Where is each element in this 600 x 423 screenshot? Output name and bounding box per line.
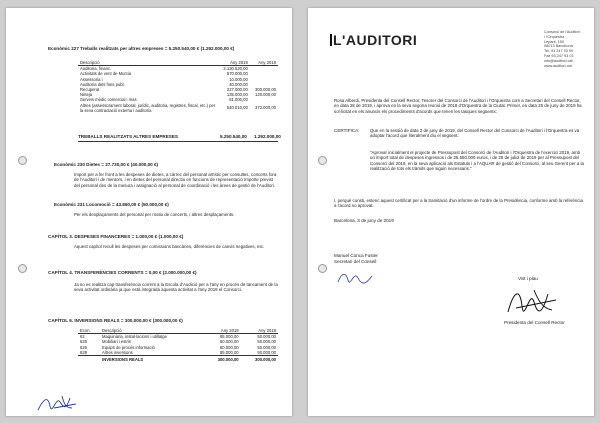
column-header: Descripció	[78, 60, 218, 66]
left-page	[6, 8, 292, 416]
signature-icon	[36, 392, 80, 414]
table-cell-econ: 625	[80, 339, 87, 345]
table-cell-desc: Activitats de vent de Murcia	[80, 71, 132, 77]
total-227-label: TREBALLS REALITZATS ALTRES EMPRESES	[78, 134, 178, 139]
capitol-4-heading: CAPÍTOL 4. TRANSFERÈNCIES CORRENTS = 0,00 € (2.000.000,00 €)	[48, 270, 197, 275]
column-header: Any 2018	[250, 60, 278, 66]
section-231-heading: Econòmic 231 Locomoció = 43.860,00 € (50.000,00 €)	[54, 202, 169, 207]
column-header: Any 2018	[241, 328, 278, 334]
table-cell-y2018: 50.000,00	[257, 334, 276, 340]
certificate-intro: Rosa Alberdi, Presidenta del Consell Rector, Tesorer del Consorci de l'Auditori i l'Orquestra com a Secretari del Consell Rector, en data 28 de 2019, i aprova en la seva segona reunió de 2018 d'Orquestra de la Ciutat. Primer, en data 25 de juny de 2019 ha sol·licitat en els anuncis els procediments d'acords que tenen les tasques següents:	[334, 98, 582, 114]
table-cell-y2019: 540.010,00	[226, 105, 248, 111]
address-block: Consorci de l'Auditori i l'Orquestra Lepant, 150 08013 Barcelona Tel. 93 247 93 00 Fax 93 247 93 01 info@auditori.cat www.auditori.cat	[544, 30, 580, 68]
table-capitol-6	[78, 328, 278, 362]
section-230-body: Import per a fer front a les despeses de dietes, a càrrec del personal artístic per consultes, concerts fora de l'Auditori i de mentors, i en dietes del personal directiu en funcions de representació Importe previst del personal des de la mesura i assignació al personal de coordinació i les àrees de gestió de l'Auditori.	[74, 172, 277, 188]
table-cell-desc: Maquinària, instal·lacions i utillatge	[102, 334, 167, 340]
total-6-label: INVERSIONS REALS	[100, 356, 203, 363]
table-cell-y2019: 2.130.520,00	[223, 66, 248, 72]
certifica-label: CERTIFICA:	[334, 128, 360, 133]
total-227-2019: 5.250.540,00	[220, 134, 247, 139]
total-227-2018: 1.292.000,00	[254, 134, 281, 139]
table-cell-desc: Mobiliari i estris	[102, 339, 131, 345]
table-227	[78, 60, 278, 113]
capitol-6-heading: CAPÍTOL 6. INVERSIONS REALS = 300.000,00 € (300.000,00 €)	[48, 318, 183, 323]
table-cell-y2018: 50.000,00	[257, 344, 276, 350]
capitol-3-heading: CAPÍTOL 3. DESPESES FINANCERES = 1.000,00 € (1.000,00 €)	[48, 234, 184, 239]
table-cell-econ: 626	[80, 344, 87, 350]
capitol-3-body: Aquest capítol recull les despeses per comissions bancàries, diferències de canvis negatives, etc.	[74, 244, 265, 249]
table-cell-y2018: 372.000,00	[255, 105, 276, 111]
table-cell-desc: Equips de procés informació	[102, 344, 155, 350]
certificate-quote: "Aprovar inicialment el projecte de Pressupost del Consorci de l'Auditori i l'Orquestra de l'exercici 2019, amb un import total de despeses ingressos i de 25.550.000 euros, i de 25 de juliol de 2019 per al Pressupost del Consorci del 2019, en la seva aplicació als Estatuts i a l'AQUAR de gestió del Consorci, al seu Gerent per a la realització de tots els tràmits que siguin necessaris."	[370, 150, 584, 172]
table-cell-desc: Altres inversions	[102, 349, 133, 355]
column-header: Any 2019	[203, 328, 240, 334]
table-cell-y2019: 135.000,00	[226, 92, 248, 98]
total-6-2019: 300.000,00	[203, 356, 240, 363]
secretary-signature-icon	[336, 268, 376, 288]
table-cell-y2019: 570.000,00	[226, 71, 248, 77]
certificate-closing: I, perquè consti, estenc aquest certificat per a la tramitació d'un informe de l'ordre de la Presidència, conforme amb la referència a l'acord no aprovat.	[334, 198, 583, 209]
table-cell-y2018: 120.000,00	[255, 92, 276, 98]
column-header: Any 2019	[218, 60, 250, 66]
table-cell-y2019: 50.000,00	[219, 339, 239, 345]
table-cell-y2018: 50.000,00	[257, 339, 276, 345]
total-6-2018: 300.000,00	[241, 356, 278, 363]
table-cell-econ: 629	[80, 349, 87, 355]
certifica-body: Que en la sessió de data 3 de juny de 2019, del Consell Rector del Consorci de l'Auditori i l'Orquestra es va adoptar l'acord que literalment diu el següent:	[370, 128, 580, 139]
vistiplau-label: Vist i plau	[518, 276, 538, 281]
column-header: Econ.	[78, 328, 100, 334]
right-page	[308, 8, 594, 416]
punch-hole-icon	[18, 156, 27, 165]
table-cell-y2019: 65.000,00	[219, 334, 239, 340]
table-cell-desc: Recuperat	[80, 87, 100, 93]
punch-hole-icon	[18, 264, 27, 273]
place-date: Barcelona, 3 de juny de 2019	[334, 218, 394, 223]
table-cell-desc: Neteja	[80, 92, 93, 98]
column-header: Descripció	[100, 328, 203, 334]
table-cell-y2019: 227.000,00	[226, 87, 248, 93]
table-cell-y2018: 300.000,00	[255, 87, 276, 93]
president-signature-icon	[504, 284, 560, 318]
table-cell-desc: Assessoria i	[80, 76, 103, 82]
table-cell-econ: 62	[80, 334, 85, 340]
auditori-logo: L'AUDITORI	[330, 32, 417, 48]
section-227-heading: Econòmic 227 Treballs realitzats per altres empreses = 5.250.540,00 € (1.292.000,00 €)	[48, 46, 235, 51]
secretary-name: Manuel Conca Fuster	[334, 253, 378, 258]
table-cell-y2019: 61.000,00	[229, 97, 248, 103]
table-cell-y2019: 10.000,00	[229, 76, 248, 82]
section-231-body: Per els desplaçaments del personal per motiu de concerts, i altres desplaçaments.	[74, 212, 235, 217]
table-cell-desc: Auditoria, financ.	[80, 66, 112, 72]
table-cell-desc: Serveis mèdic comercial i mas	[80, 97, 137, 103]
table-cell-y2019: 60.000,00	[219, 344, 239, 350]
table-cell-desc: Altres (assessorament laboral, jurídic, auditoria, registres, fiscal, etc.) per la seva contractació externa i auditoria	[80, 102, 216, 113]
divider	[78, 141, 278, 142]
president-title: Presidenta del Consell Rector	[504, 320, 565, 325]
section-230-heading: Econòmic 230 Dietes = 27.730,00 € (40.000,00 €)	[54, 162, 159, 167]
table-row	[78, 103, 278, 113]
punch-hole-icon	[318, 156, 327, 165]
capitol-4-body: Ja no es realitza cap transferència corrent a la Escola d'Audició per a l'any en procés de tancament de la seva activitat ordinària ja que està integrada aquesta activitat a l'any 2019 el Consorci.	[74, 282, 278, 293]
table-cell-y2019: 40.000,00	[229, 81, 248, 87]
secretary-title: Secretari del Consell	[334, 259, 377, 264]
punch-hole-icon	[318, 264, 327, 273]
table-cell-y2019: 85.000,00	[219, 349, 239, 355]
table-cell-desc: Auditoria dels fons publ.	[80, 81, 125, 87]
table-cell-y2018: 50.000,00	[257, 349, 276, 355]
